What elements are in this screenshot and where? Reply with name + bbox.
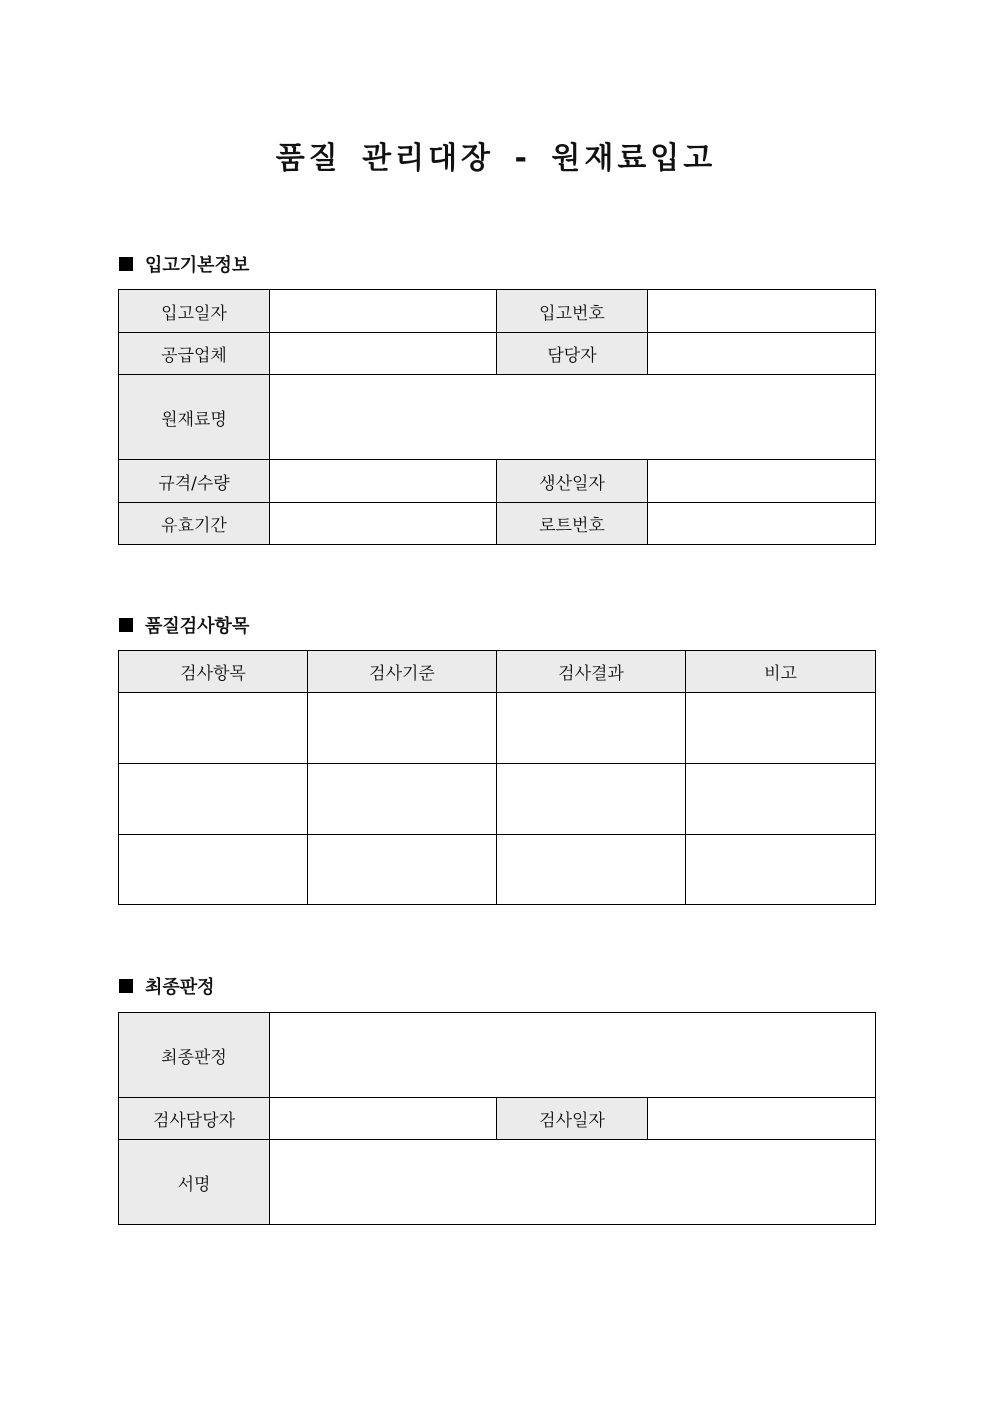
section-heading-receiving	[119, 251, 249, 277]
square-bullet-icon	[119, 618, 133, 632]
square-bullet-icon	[119, 979, 133, 993]
label-supplier: 공급업체	[119, 333, 270, 375]
cell-inspection-result[interactable]	[497, 693, 686, 764]
column-header-inspection-standard: 검사기준	[308, 651, 497, 693]
section-heading-inspection	[119, 612, 249, 638]
field-final-judgement[interactable]	[270, 1013, 876, 1098]
field-inspector[interactable]	[270, 1098, 497, 1140]
label-inspection-date: 검사일자	[497, 1098, 648, 1140]
inspection-table	[118, 650, 876, 905]
label-receipt-date: 입고일자	[119, 290, 270, 333]
receiving-info-table	[118, 289, 876, 545]
cell-remarks[interactable]	[686, 835, 876, 905]
field-expiry[interactable]	[270, 503, 497, 545]
field-production-date[interactable]	[648, 460, 876, 503]
label-inspector: 검사담당자	[119, 1098, 270, 1140]
cell-remarks[interactable]	[686, 693, 876, 764]
table-row	[119, 835, 876, 905]
label-material-name: 원재료명	[119, 375, 270, 460]
cell-inspection-standard[interactable]	[308, 693, 497, 764]
field-lot-no[interactable]	[648, 503, 876, 545]
label-spec-qty: 규격/수량	[119, 460, 270, 503]
section-heading-text: 입고기본정보	[145, 255, 250, 276]
cell-remarks[interactable]	[686, 764, 876, 835]
cell-inspection-item[interactable]	[119, 835, 308, 905]
cell-inspection-standard[interactable]	[308, 835, 497, 905]
label-final-judgement: 최종판정	[119, 1013, 270, 1098]
field-inspection-date[interactable]	[648, 1098, 876, 1140]
cell-inspection-result[interactable]	[497, 764, 686, 835]
field-receipt-no[interactable]	[648, 290, 876, 333]
page-title: 품질 관리대장 - 원재료입고	[275, 141, 717, 176]
table-row	[119, 764, 876, 835]
section-heading-text: 품질검사항목	[145, 616, 250, 637]
label-manager: 담당자	[497, 333, 648, 375]
section-heading-text: 최종판정	[145, 977, 215, 998]
field-material-name[interactable]	[270, 375, 876, 460]
final-judgement-table	[118, 1012, 876, 1225]
square-bullet-icon	[119, 257, 133, 271]
field-manager[interactable]	[648, 333, 876, 375]
cell-inspection-result[interactable]	[497, 835, 686, 905]
label-receipt-no: 입고번호	[497, 290, 648, 333]
section-heading-final	[119, 973, 215, 999]
column-header-inspection-item: 검사항목	[119, 651, 308, 693]
cell-inspection-item[interactable]	[119, 693, 308, 764]
column-header-inspection-result: 검사결과	[497, 651, 686, 693]
cell-inspection-item[interactable]	[119, 764, 308, 835]
column-header-remarks: 비고	[686, 651, 876, 693]
field-spec-qty[interactable]	[270, 460, 497, 503]
label-production-date: 생산일자	[497, 460, 648, 503]
field-signature[interactable]	[270, 1140, 876, 1225]
table-row	[119, 693, 876, 764]
label-expiry: 유효기간	[119, 503, 270, 545]
cell-inspection-standard[interactable]	[308, 764, 497, 835]
field-receipt-date[interactable]	[270, 290, 497, 333]
label-signature: 서명	[119, 1140, 270, 1225]
field-supplier[interactable]	[270, 333, 497, 375]
label-lot-no: 로트번호	[497, 503, 648, 545]
